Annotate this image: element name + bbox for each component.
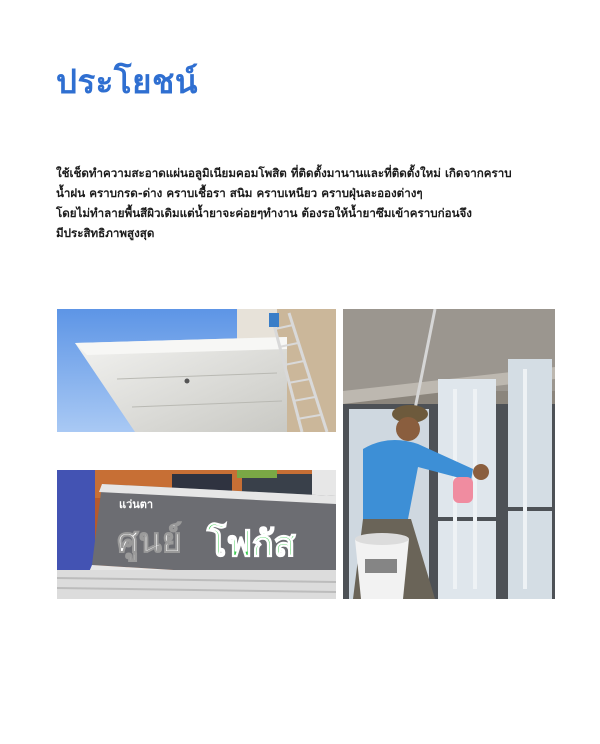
benefit-paragraph <box>56 163 556 243</box>
sign-main-text-right: โฟกัส <box>207 524 296 565</box>
window-cleaning-photo <box>343 309 555 599</box>
page-title: ประโยชน์ <box>56 62 198 101</box>
canopy-ladder-photo <box>57 309 336 432</box>
paragraph-line: มีประสิทธิภาพสูงสุด <box>56 226 155 240</box>
paragraph-line: โดยไม่ทำลายพื้นสีผิวเดิมแต่น้ำยาจะค่อยๆทำงาน ต้องรอให้น้ำยาซึมเข้าคราบก่อนจึง <box>56 206 472 220</box>
paragraph-line: ใช้เช็ดทำความสะอาดแผ่นอลูมิเนียมคอมโพสิต ที่ติดตั้งมานานและที่ติดตั้งใหม่ เกิดจากคราบ <box>56 166 512 180</box>
sign-main-text-left: ศูนย์ <box>117 521 182 561</box>
paragraph-line: น้ำฝน คราบกรด-ด่าง คราบเชื้อรา สนิม คราบเหนียว คราบฝุ่นละอองต่างๆ <box>56 186 423 200</box>
shop-sign-photo <box>57 470 336 599</box>
sign-top-text: แว่นตา <box>119 498 154 511</box>
